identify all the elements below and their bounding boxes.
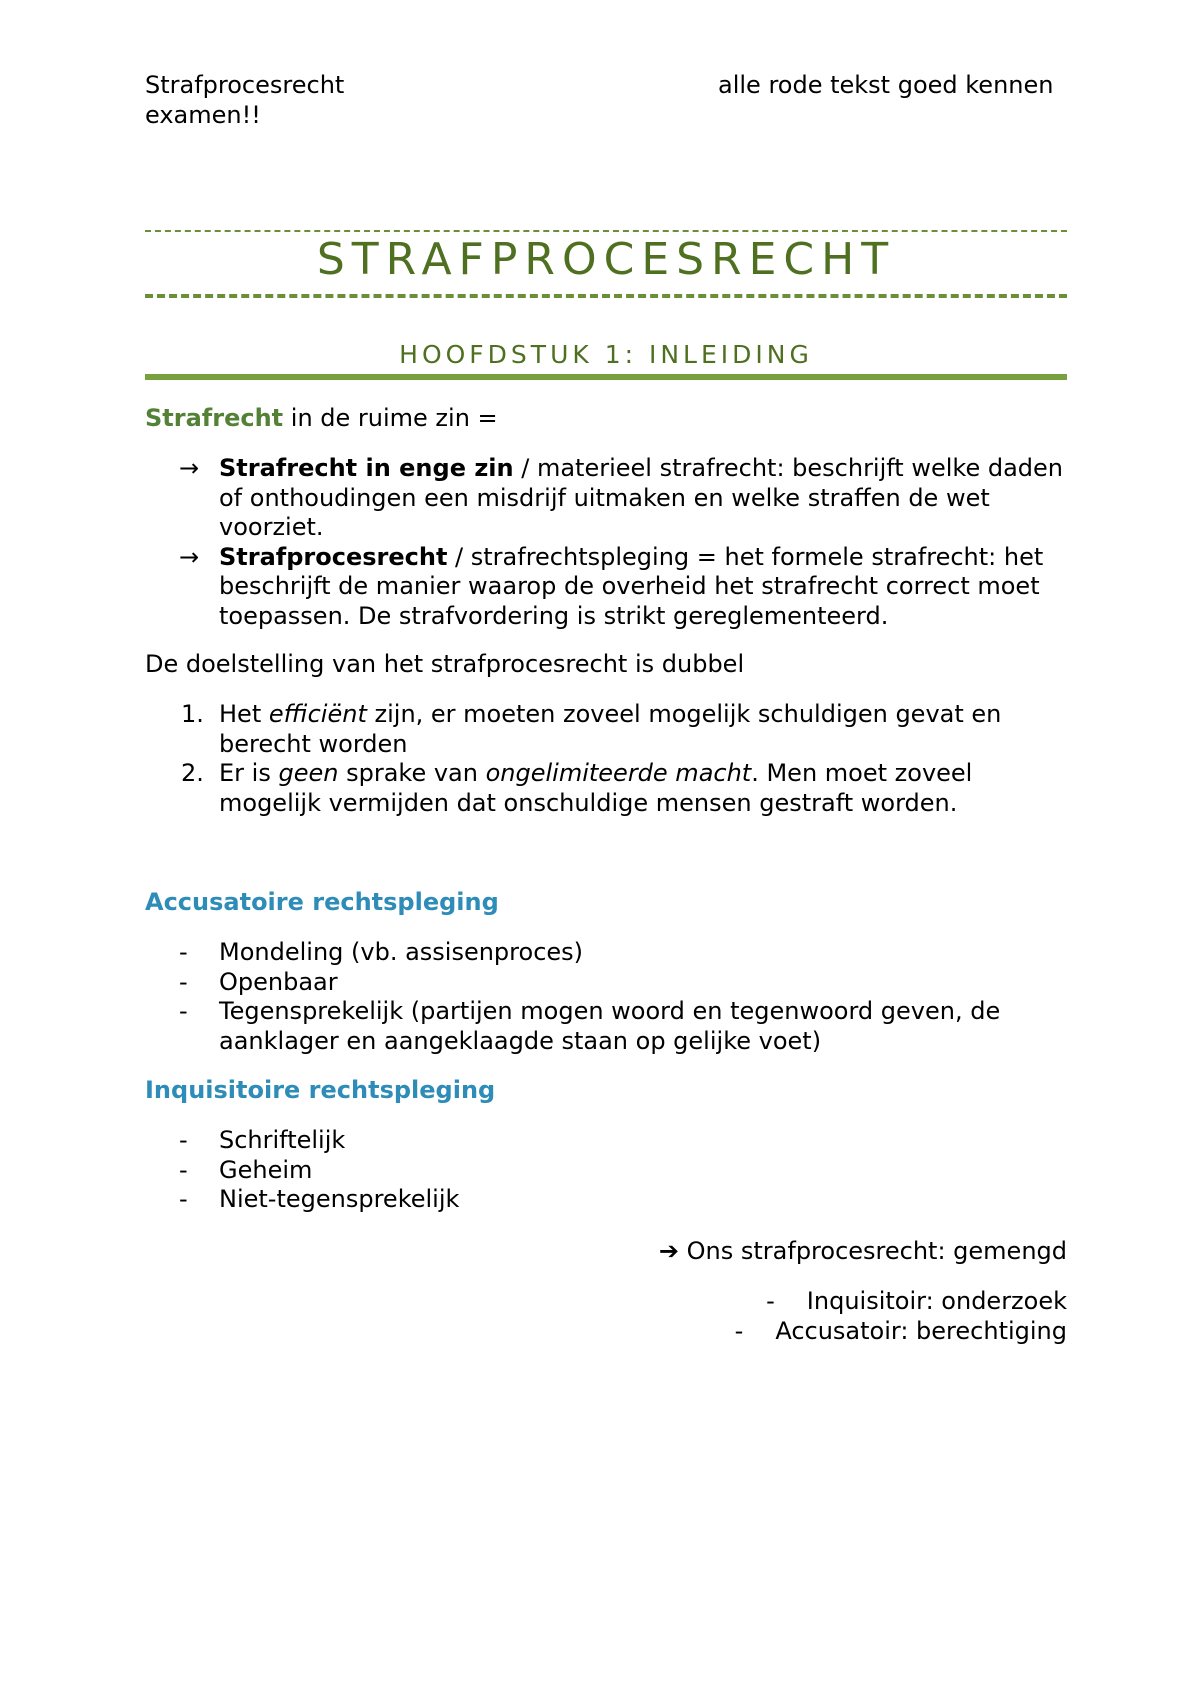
list-item [145,1156,1067,1186]
arrow-bullet: → [179,454,200,482]
conclusion-item [735,1287,1067,1317]
header-right: alle rode tekst goed kennen [718,71,1054,99]
list-item-text: Schriftelijk [219,1126,346,1154]
conclusion-list [735,1287,1067,1346]
dash-bullet: - [179,967,188,996]
conclusion-item [735,1317,1067,1347]
list-item [145,938,1067,968]
item-text-a: Het [219,700,269,728]
arrow-item-text: / strafrechtspleging = het formele strafrecht: het beschrijft de manier waarop de overheid het strafrecht correct moet toepassen. De strafvordering is strikt gereglementeerd. [219,542,1044,630]
header-left [145,70,344,130]
accusatoir-heading: Accusatoire rechtspleging [145,888,499,916]
arrow-bullet: → [179,542,200,571]
list-item-text: Geheim [219,1155,313,1184]
numbered-item [145,700,1067,759]
dash-bullet: - [766,1287,775,1315]
inquisitoir-heading: Inquisitoire rechtspleging [145,1076,496,1104]
chapter-rule [145,374,1067,380]
intro-rest: in de ruime zin = [283,404,498,432]
dash-bullet: - [179,1155,188,1184]
arrow-list [145,454,1067,631]
accusatoir-list [145,938,1067,1056]
item-italic-1: efficiënt [268,700,367,728]
intro-term: Strafrecht [145,404,284,432]
item-number: 2. [181,759,204,787]
list-item-text: Niet-tegensprekelijk [219,1185,460,1213]
arrow-item-bold: Strafrecht in enge zin [219,454,514,482]
arrow-item [145,454,1067,543]
title-bottom-rule [145,294,1067,298]
item-italic-1: geen [278,759,339,787]
numbered-list [145,700,1067,818]
conclusion-arrow-icon: ➔ [658,1237,679,1265]
arrow-item-bold: Strafprocesrecht [219,542,448,571]
list-item-text: Openbaar [219,967,338,996]
item-text-b: zijn, er moeten zoveel mogelijk schuldigen gevat en berecht worden [219,700,1002,758]
dash-bullet: - [179,1126,188,1154]
document-title: STRAFPROCESRECHT [316,234,896,285]
list-item [145,1126,1067,1156]
chapter-heading: HOOFDSTUK 1: INLEIDING [399,340,813,369]
dash-bullet: - [734,1316,744,1345]
header-left-line2: examen!! [145,101,261,129]
header-left-line1: Strafprocesrecht [145,71,345,99]
doel-line: De doelstelling van het strafprocesrecht is dubbel [145,650,745,678]
item-number: 1. [181,700,204,728]
item-italic-2: ongelimiteerde macht [485,759,752,787]
arrow-item [145,543,1067,632]
item-text-b: sprake van [338,759,486,787]
conclusion-text: Ons strafprocesrecht: gemengd [686,1237,1067,1265]
conclusion-item-text: Inquisitoir: onderzoek [806,1287,1067,1315]
dash-bullet: - [179,1185,188,1213]
dash-bullet: - [179,997,188,1025]
list-item [145,968,1067,998]
conclusion-line [659,1237,1067,1267]
list-item-text: Mondeling (vb. assisenproces) [219,938,584,966]
item-text-a: Er is [219,759,279,787]
numbered-item [145,759,1067,818]
conclusion-item-text: Accusatoir: berechtiging [775,1316,1067,1345]
inquisitoir-list [145,1126,1067,1215]
list-item-text: Tegensprekelijk (partijen mogen woord en tegenwoord geven, de aanklager en aangeklaagde staan op gelijke voet) [219,997,1001,1055]
intro-line [145,404,1067,434]
item-text-c: . Men moet zoveel mogelijk vermijden dat onschuldige mensen gestraft worden. [219,759,973,817]
dash-bullet: - [179,938,188,966]
list-item [145,1185,1067,1215]
list-item [145,997,1067,1056]
arrow-item-text: / materieel strafrecht: beschrijft welke daden of onthoudingen een misdrijf uitmaken en welke straffen de wet voorziet. [219,454,1063,541]
